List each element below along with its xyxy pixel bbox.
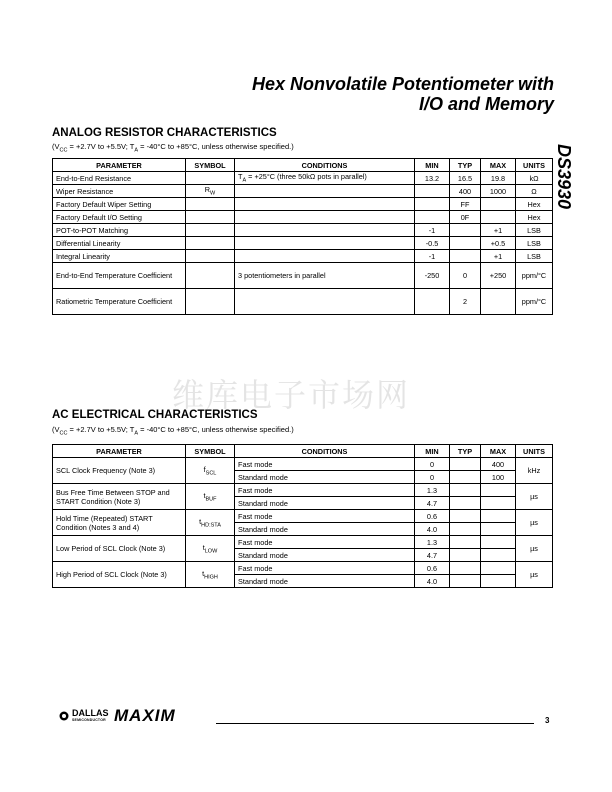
conditions-cell: $T_A = +25^\circ C$ (three 50kΩ pots in parallel)	[235, 172, 415, 185]
min-cell: 0	[415, 471, 450, 484]
conditions-cell: Standard mode	[235, 549, 415, 562]
symbol-cell	[186, 289, 235, 315]
conditions-cell: Standard mode	[235, 497, 415, 510]
max-cell: 1000	[481, 185, 516, 198]
table-row	[53, 536, 553, 549]
typ-cell: FF	[450, 198, 481, 211]
column-header: TYP	[450, 159, 481, 172]
title-line-1: Hex Nonvolatile Potentiometer with	[251, 74, 554, 94]
column-header: MIN	[415, 445, 450, 458]
max-cell	[481, 523, 516, 536]
conditions-cell	[235, 250, 415, 263]
analog-characteristics-table	[52, 158, 553, 315]
max-cell	[481, 289, 516, 315]
table-header-row	[53, 445, 553, 458]
typ-cell	[450, 562, 481, 575]
units-cell: ppm/°C	[516, 289, 553, 315]
units-cell: µs	[516, 562, 553, 588]
ac-characteristics-table	[52, 444, 553, 588]
page-number: 3	[545, 716, 550, 725]
dallas-logo-subtext: SEMICONDUCTOR	[72, 718, 106, 722]
title-line-2: I/O and Memory	[418, 94, 554, 114]
units-cell: LSB	[516, 250, 553, 263]
max-cell: 400	[481, 458, 516, 471]
max-cell	[481, 211, 516, 224]
typ-cell: 2	[450, 289, 481, 315]
min-cell	[415, 198, 450, 211]
min-cell	[415, 185, 450, 198]
column-header: MAX	[481, 159, 516, 172]
symbol-cell	[186, 250, 235, 263]
param-cell: End-to-End Resistance	[53, 172, 186, 185]
conditions-cell: Fast mode	[235, 510, 415, 523]
table-row	[53, 458, 553, 471]
max-cell	[481, 497, 516, 510]
column-header: TYP	[450, 445, 481, 458]
column-header: MIN	[415, 159, 450, 172]
min-cell: -1	[415, 224, 450, 237]
max-cell: +1	[481, 250, 516, 263]
conditions-cell: Fast mode	[235, 562, 415, 575]
param-cell: Factory Default Wiper Setting	[53, 198, 186, 211]
conditions-cell: 3 potentiometers in parallel	[235, 263, 415, 289]
param-cell: Factory Default I/O Setting	[53, 211, 186, 224]
typ-cell	[450, 523, 481, 536]
units-cell: ppm/°C	[516, 263, 553, 289]
table-row	[53, 289, 553, 315]
symbol-cell	[186, 211, 235, 224]
units-cell: Ω	[516, 185, 553, 198]
ac-section-title: AC ELECTRICAL CHARACTERISTICS	[52, 409, 258, 421]
conditions-cell	[235, 185, 415, 198]
column-header: SYMBOL	[186, 159, 235, 172]
symbol-cell: $R_W$	[186, 185, 235, 198]
max-cell: +250	[481, 263, 516, 289]
symbol-cell	[186, 263, 235, 289]
table-row	[53, 211, 553, 224]
page-title	[252, 74, 554, 114]
max-cell: 100	[481, 471, 516, 484]
maxim-logo: MAXIM	[114, 706, 176, 725]
table-header-row	[53, 159, 553, 172]
min-cell: 4.7	[415, 549, 450, 562]
units-cell: LSB	[516, 224, 553, 237]
typ-cell: 400	[450, 185, 481, 198]
table-row	[53, 484, 553, 497]
part-number: DS3930	[554, 143, 575, 210]
symbol-cell	[186, 237, 235, 250]
max-cell	[481, 484, 516, 497]
column-header: UNITS	[516, 445, 553, 458]
min-cell: 1.3	[415, 536, 450, 549]
symbol-cell: $t_{HIGH}$	[186, 562, 235, 588]
table-row	[53, 510, 553, 523]
param-cell: End-to-End Temperature Coefficient	[53, 263, 186, 289]
column-header: SYMBOL	[186, 445, 235, 458]
table-row	[53, 172, 553, 185]
max-cell	[481, 575, 516, 588]
symbol-cell: $f_{SCL}$	[186, 458, 235, 484]
watermark: 维库电子市场网	[172, 376, 411, 414]
conditions-cell	[235, 237, 415, 250]
param-cell: Bus Free Time Between STOP and START Condition (Note 3)	[53, 484, 186, 510]
typ-cell: 0F	[450, 211, 481, 224]
units-cell: LSB	[516, 237, 553, 250]
conditions-cell: Standard mode	[235, 471, 415, 484]
table-row	[53, 224, 553, 237]
min-cell: 1.3	[415, 484, 450, 497]
table-row	[53, 562, 553, 575]
symbol-cell: $t_{BUF}$	[186, 484, 235, 510]
param-cell: High Period of SCL Clock (Note 3)	[53, 562, 186, 588]
conditions-cell	[235, 211, 415, 224]
conditions-cell: Standard mode	[235, 523, 415, 536]
param-cell: POT-to-POT Matching	[53, 224, 186, 237]
min-cell: 13.2	[415, 172, 450, 185]
conditions-cell	[235, 224, 415, 237]
typ-cell: 16.5	[450, 172, 481, 185]
table-row	[53, 237, 553, 250]
column-header: UNITS	[516, 159, 553, 172]
typ-cell	[450, 250, 481, 263]
typ-cell	[450, 575, 481, 588]
conditions-cell	[235, 198, 415, 211]
symbol-cell	[186, 172, 235, 185]
typ-cell	[450, 549, 481, 562]
column-header: CONDITIONS	[235, 159, 415, 172]
typ-cell	[450, 484, 481, 497]
conditions-cell: Fast mode	[235, 484, 415, 497]
analog-section-title: ANALOG RESISTOR CHARACTERISTICS	[52, 127, 277, 139]
min-cell: 4.7	[415, 497, 450, 510]
min-cell	[415, 289, 450, 315]
analog-conditions: ($V_{CC} = +2.7V$ to +5.5V; $T_A = -40^\circ C$ to +85°C, unless otherwise specified.)	[52, 142, 294, 154]
min-cell	[415, 211, 450, 224]
conditions-cell: Fast mode	[235, 536, 415, 549]
column-header: PARAMETER	[53, 445, 186, 458]
min-cell: 0.6	[415, 510, 450, 523]
min-cell: -1	[415, 250, 450, 263]
max-cell: +1	[481, 224, 516, 237]
table-row	[53, 185, 553, 198]
param-cell: Ratiometric Temperature Coefficient	[53, 289, 186, 315]
param-cell: Integral Linearity	[53, 250, 186, 263]
param-cell: Differential Linearity	[53, 237, 186, 250]
min-cell: 0	[415, 458, 450, 471]
min-cell: 4.0	[415, 523, 450, 536]
max-cell	[481, 562, 516, 575]
conditions-cell	[235, 289, 415, 315]
max-cell	[481, 549, 516, 562]
table-row	[53, 250, 553, 263]
typ-cell	[450, 458, 481, 471]
param-cell: SCL Clock Frequency (Note 3)	[53, 458, 186, 484]
column-header: CONDITIONS	[235, 445, 415, 458]
conditions-cell: Fast mode	[235, 458, 415, 471]
typ-cell	[450, 536, 481, 549]
typ-cell	[450, 510, 481, 523]
units-cell: Hex	[516, 211, 553, 224]
min-cell: -250	[415, 263, 450, 289]
units-cell: kΩ	[516, 172, 553, 185]
typ-cell	[450, 237, 481, 250]
part-number-tab	[554, 134, 587, 224]
symbol-cell: $t_{LOW}$	[186, 536, 235, 562]
ac-conditions: ($V_{CC} = +2.7V$ to +5.5V; $T_A = -40^\circ C$ to +85°C, unless otherwise specified.)	[52, 425, 294, 437]
table-row	[53, 263, 553, 289]
param-cell: Hold Time (Repeated) START Condition (Notes 3 and 4)	[53, 510, 186, 536]
param-cell: Wiper Resistance	[53, 185, 186, 198]
min-cell: -0.5	[415, 237, 450, 250]
dallas-logo-text: DALLAS	[72, 708, 109, 718]
min-cell: 4.0	[415, 575, 450, 588]
symbol-cell	[186, 224, 235, 237]
units-cell: µs	[516, 536, 553, 562]
units-cell: kHz	[516, 458, 553, 484]
units-cell: µs	[516, 484, 553, 510]
max-cell	[481, 536, 516, 549]
footer-divider	[216, 723, 534, 724]
units-cell: Hex	[516, 198, 553, 211]
table-row	[53, 198, 553, 211]
typ-cell	[450, 497, 481, 510]
typ-cell	[450, 471, 481, 484]
min-cell: 0.6	[415, 562, 450, 575]
max-cell	[481, 198, 516, 211]
symbol-cell	[186, 198, 235, 211]
param-cell: Low Period of SCL Clock (Note 3)	[53, 536, 186, 562]
typ-cell: 0	[450, 263, 481, 289]
units-cell: µs	[516, 510, 553, 536]
conditions-cell: Standard mode	[235, 575, 415, 588]
max-cell	[481, 510, 516, 523]
column-header: PARAMETER	[53, 159, 186, 172]
column-header: MAX	[481, 445, 516, 458]
symbol-cell: $t_{HD:STA}$	[186, 510, 235, 536]
typ-cell	[450, 224, 481, 237]
max-cell: 19.8	[481, 172, 516, 185]
max-cell: +0.5	[481, 237, 516, 250]
